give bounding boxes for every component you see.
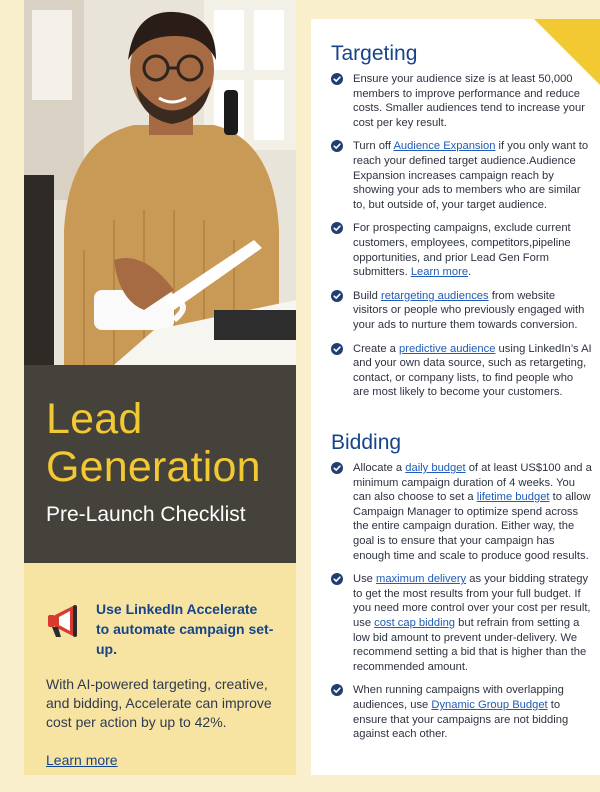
targeting-item-text bbox=[353, 139, 592, 212]
bidding-item-text bbox=[353, 572, 592, 674]
inline-link[interactable]: Audience Expansion bbox=[393, 140, 496, 153]
promo-title: Use LinkedIn Accelerate to automate campaign set-up. bbox=[96, 601, 274, 657]
check-circle-icon bbox=[331, 684, 343, 696]
text-run: Build bbox=[353, 289, 381, 302]
man-on-phone-illustration bbox=[24, 0, 296, 365]
hero-title-line1: Lead bbox=[46, 395, 143, 443]
left-column bbox=[24, 0, 296, 775]
inline-link[interactable]: cost cap bidding bbox=[374, 616, 456, 629]
targeting-item-text bbox=[353, 342, 592, 400]
hero-subtitle: Pre-Launch Checklist bbox=[46, 503, 246, 526]
check-circle-icon bbox=[331, 222, 343, 234]
text-run: but refrain from setting a low bid amount to prevent under-delivery. We recommend setting a bid that is higher than the recommended amount. bbox=[353, 616, 587, 673]
text-run: Use bbox=[353, 573, 377, 586]
promo-header bbox=[46, 599, 274, 659]
bidding-item bbox=[331, 461, 592, 563]
text-run: as your bidding strategy to get the most results from your full budget. If you need more control over your cost per result, use bbox=[353, 573, 591, 629]
targeting-checklist bbox=[311, 72, 600, 400]
text-run: Ensure your audience size is at least 50,000 members to improve performance and reduce costs. Smaller audiences tend to increase your cost per key result. bbox=[353, 73, 585, 129]
check-circle-icon bbox=[331, 290, 343, 302]
bidding-item-text bbox=[353, 683, 592, 741]
targeting-item-text bbox=[353, 221, 592, 279]
inline-link[interactable]: Dynamic Group Budget bbox=[431, 698, 548, 711]
promo-body: With AI-powered targeting, creative, and bidding, Accelerate can improve cost per action by up to 42%. bbox=[46, 676, 272, 730]
inline-link[interactable]: predictive audience bbox=[399, 342, 496, 355]
text-run: Create a bbox=[353, 342, 400, 355]
checklist-panel bbox=[311, 19, 600, 775]
targeting-item-text bbox=[353, 289, 592, 333]
text-run: to allow Campaign Manager to optimize spend across the entire campaign duration. Either way, the goal is to ensure that your campaign has enough time and scale to produce good results. bbox=[353, 491, 591, 562]
accelerate-promo bbox=[24, 563, 296, 775]
text-run: When running campaigns with overlapping audiences, use bbox=[353, 684, 564, 711]
megaphone-icon bbox=[46, 603, 84, 639]
bidding-item bbox=[331, 683, 592, 741]
text-run: . bbox=[468, 266, 472, 279]
inline-link[interactable]: retargeting audiences bbox=[381, 289, 489, 302]
bidding-item bbox=[331, 572, 592, 674]
targeting-item bbox=[331, 221, 592, 279]
targeting-item-text bbox=[353, 72, 592, 130]
inline-link[interactable]: lifetime budget bbox=[476, 491, 550, 504]
check-circle-icon bbox=[331, 462, 343, 474]
promo-learn-more-link[interactable]: Learn more bbox=[46, 752, 118, 768]
bidding-section bbox=[311, 431, 600, 751]
text-run: if you only want to reach your defined target audience.Audience Expansion increases campaign reach by showing your ads to members who are similar to, but outside of, your target audience. bbox=[353, 140, 589, 211]
check-circle-icon bbox=[331, 73, 343, 85]
text-run: For prospecting campaigns, exclude current customers, employees, competitors,pipeline opportunities, and prior Lead Gen Form submitters. bbox=[353, 222, 571, 279]
bidding-title: Bidding bbox=[331, 431, 402, 454]
text-run: using LinkedIn’s AI and your own data source, such as retargeting, contact, or company lists, to find people who are most likely to become your customers. bbox=[353, 342, 592, 399]
targeting-item bbox=[331, 289, 592, 333]
check-circle-icon bbox=[331, 140, 343, 152]
hero-block bbox=[24, 365, 296, 563]
hero-photo bbox=[24, 0, 296, 365]
text-run: Allocate a bbox=[353, 462, 406, 474]
bidding-item-text bbox=[353, 461, 592, 563]
targeting-item bbox=[331, 342, 592, 400]
text-run: Turn off bbox=[353, 140, 394, 153]
inline-link[interactable]: daily budget bbox=[405, 462, 466, 474]
check-circle-icon bbox=[331, 573, 343, 585]
targeting-item bbox=[331, 139, 592, 212]
targeting-title: Targeting bbox=[331, 42, 418, 65]
hero-title-line2: Generation bbox=[46, 443, 261, 491]
check-circle-icon bbox=[331, 343, 343, 355]
inline-link[interactable]: maximum delivery bbox=[376, 573, 467, 586]
inline-link[interactable]: Learn more bbox=[410, 266, 469, 279]
targeting-item bbox=[331, 72, 592, 130]
text-run: of at least US$100 and a minimum campaign duration of 4 weeks. You can also choose to set a bbox=[353, 462, 592, 504]
text-run: to ensure that your campaigns are not bidding against each other. bbox=[353, 698, 569, 741]
text-run: from website visitors or people who previously engaged with your ads to nurture them towards conversion. bbox=[353, 289, 585, 331]
targeting-section bbox=[311, 42, 600, 409]
bidding-checklist bbox=[311, 461, 600, 742]
